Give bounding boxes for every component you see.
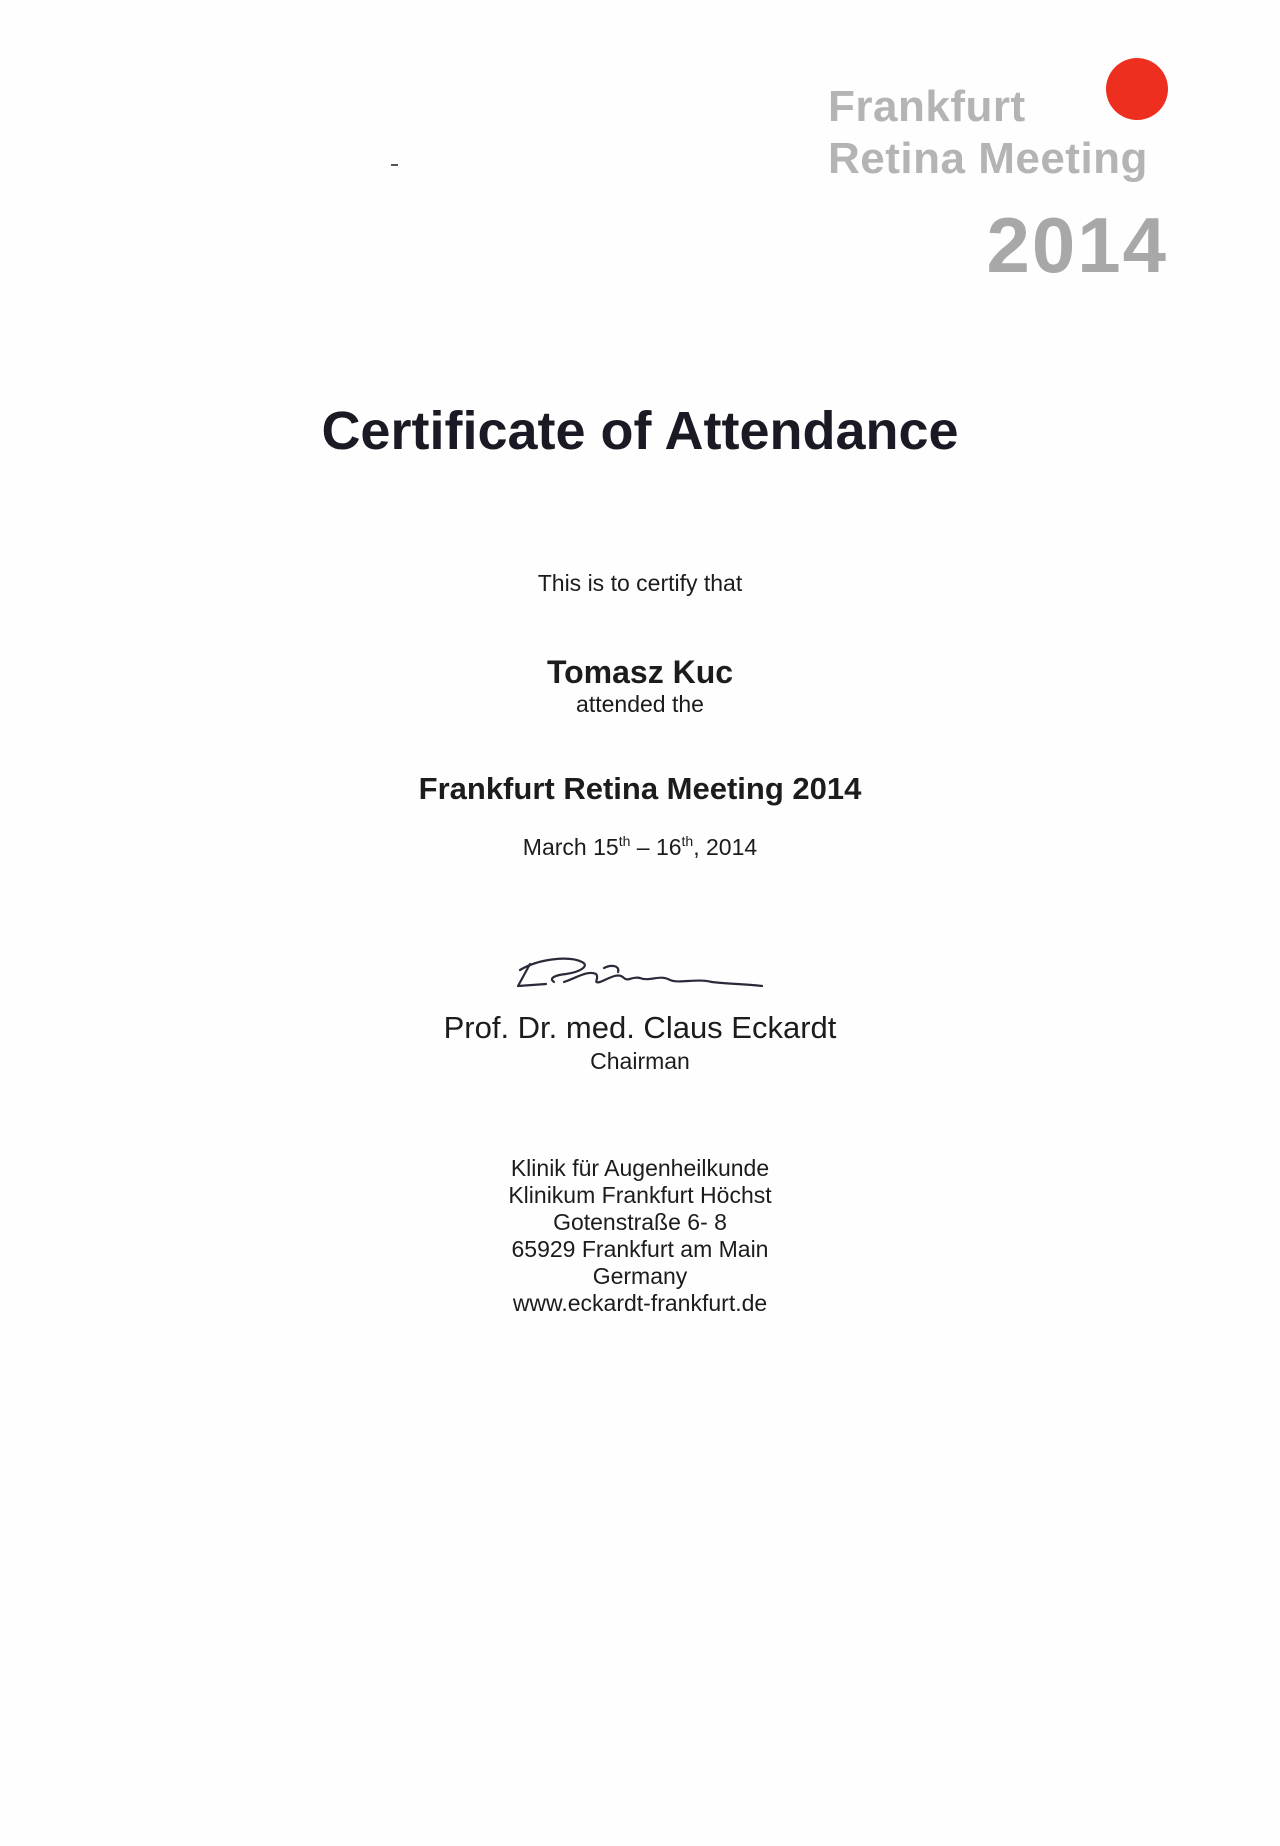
dates-year: 2014 [706,834,758,860]
attendee-name: Tomasz Kuc [546,654,734,690]
address-line-website: www.eckardt-frankfurt.de [512,1290,768,1316]
certificate-title: Certificate of Attendance [321,401,959,461]
address-line-city: 65929 Frankfurt am Main [511,1236,769,1262]
logo-red-dot-icon [1106,58,1168,120]
dates-end-day: 16 [655,834,682,860]
dates-end-suffix: th [681,833,694,849]
address-line-street: Gotenstraße 6- 8 [553,1209,727,1235]
event-logo [828,82,1168,289]
dates-start-day: 15 [593,834,619,860]
dates-start-suffix: th [618,833,631,849]
signer-role: Chairman [590,1048,690,1074]
address-line-country: Germany [592,1263,688,1289]
event-dates: March 15th – 16th, 2014 [522,833,758,860]
dates-separator: – [636,834,650,860]
dates-month: March [522,834,587,860]
event-name: Frankfurt Retina Meeting 2014 [418,771,862,806]
address-line-hospital: Klinikum Frankfurt Höchst [508,1182,772,1208]
logo-line-retina-meeting: Retina Meeting [828,134,1148,183]
scan-mark [391,164,398,166]
signer-name: Prof. Dr. med. Claus Eckardt [443,1010,837,1045]
address-line-clinic: Klinik für Augenheilkunde [510,1155,770,1181]
handwritten-signature [500,948,768,992]
logo-year: 2014 [986,201,1168,289]
certify-text: This is to certify that [537,570,743,596]
address-block [0,1155,1280,1317]
attended-text: attended the [576,691,704,717]
logo-line-frankfurt: Frankfurt [828,82,1026,131]
